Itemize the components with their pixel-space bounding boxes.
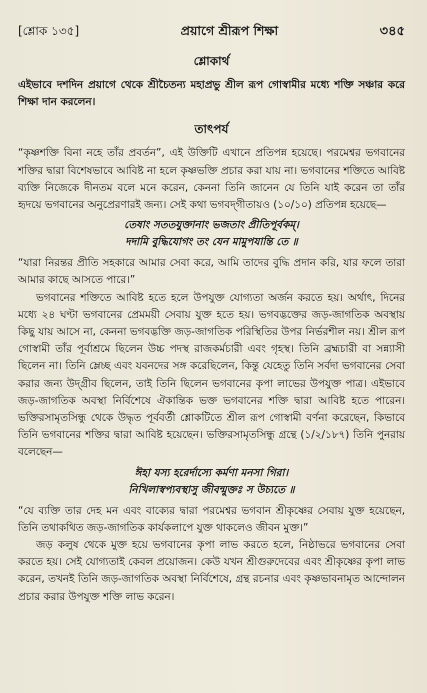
chapter-title: প্রয়াগে শ্রীরূপ শিক্ষা bbox=[180, 23, 279, 38]
brs-translation: “যে ব্যক্তি তার দেহ মন এবং বাক্যের দ্বারা পরমেশ্বর ভগবান শ্রীকৃষ্ণের সেবায় যুক্ত হয়েছেন, তিনি তথাকথিত জড়-জাগতিক কার্যকলাপে যুক্ত থাকলেও জীবন মুক্ত।” bbox=[18, 504, 405, 534]
gita-verse bbox=[18, 217, 405, 251]
purport-heading: তাৎপর্য bbox=[194, 122, 229, 137]
brs-verse-line-2: নিখিলাস্বপ্যবস্থাসু জীবন্মুক্তঃ স উচ্যতে ॥ bbox=[128, 483, 295, 496]
gita-verse-line-2: দদামি বুদ্ধিযোগং তং যেন মামুপযান্তি তে ॥ bbox=[125, 236, 298, 249]
translation-text: এইভাবে দশদিন প্রয়াগে থেকে শ্রীচৈতন্য মহাপ্রভু শ্রীল রূপ গোস্বামীর মধ্যে শক্তি সঞ্চার করে শিক্ষা দান করলেন। bbox=[18, 79, 405, 109]
gita-verse-line-1: তেষাং সততযুক্তানাং ভজতাং প্রীতিপূর্বকম্‌। bbox=[124, 219, 299, 232]
purport-paragraph-2: ভগবানের শক্তিতে আবিষ্ট হতে হলে উপযুক্ত যোগ্যতা অর্জন করতে হয়। অর্থাৎ, দিনের মধ্যে ২৪ ঘণ্টা ভগবানের প্রেমময়ী সেবায় যুক্ত হতে হয়। ভগবদ্ভক্তের জড়-জাগতিক অবস্থায় কিছু যায় আসে না, কেননা ভগবদ্ভক্তি জড়-জাগতিক পরিস্থিতির উপর নির্ভরশীল নয়। শ্রীল রূপ গোস্বামী তাঁর পূর্বাশ্রমে ছিলেন উচ্চ পদস্থ রাজকর্মচারী এবং গৃহস্থ। তিনি ব্রহ্মচারী বা সন্ন্যাসী ছিলেন না। তিনি ম্লেচ্ছ এবং যবনদের সঙ্গ করেছিলেন, কিন্তু যেহেতু তিনি সর্বদা ভগবানের সেবা করার জন্য উদ্‌গ্রীব ছিলেন, তাই তিনি ছিলেন ভগবানের কৃপা লাভের উপযুক্ত পাত্র। এইভাবে জড়-জাগতিক অবস্থা নির্বিশেষে ঐকান্তিক ভক্ত ভগবানের শক্তি দ্বারা আবিষ্ট হতে পারেন। ভক্তিরসামৃতসিন্ধু থেকে উদ্ধৃত পূর্ববর্তী শ্লোকটিতে শ্রীল রূপ গোস্বামী বর্ণনা করেছেন, কিভাবে তিনি ভগবানের শক্তির দ্বারা আবিষ্ট হয়েছেন। ভক্তিরসামৃতসিন্ধু গ্রন্থে (১/২/১৮৭) তিনি পুনরায় বলেছেন— bbox=[18, 291, 405, 459]
verse-range: [শ্লোক ১৩৫] bbox=[18, 24, 80, 38]
translation-heading: শ্লোকার্থ bbox=[193, 54, 230, 68]
brs-verse bbox=[18, 465, 405, 499]
gita-translation: “যারা নিরন্তর প্রীতি সহকারে আমার সেবা করে, আমি তাদের বুদ্ধি প্রদান করি, যার ফলে তারা আমার কাছে আসতে পারে।” bbox=[18, 257, 405, 287]
purport-paragraph-3: জড় কলুষ থেকে মুক্ত হয়ে ভগবানের কৃপা লাভ করতে হলে, নিষ্ঠাভরে ভগবানের সেবা করতে হয়। সেই যোগ্যতাই কেবল প্রয়োজন। কেউ যখন শ্রীগুরুদেবের এবং শ্রীকৃষ্ণের কৃপা লাভ করেন, তখনই তিনি জড়-জাগতিক অবস্থা নির্বিশেষে, গ্রন্থ রচনার এবং কৃষ্ণভাবনামৃত আন্দোলন প্রচার করার উপযুক্ত শক্তি লাভ করেন। bbox=[18, 539, 405, 603]
page-number: ৩৪৫ bbox=[379, 24, 405, 39]
page-header bbox=[18, 22, 405, 43]
purport-paragraph-1: “কৃষ্ণশক্তি বিনা নহে তাঁর প্রবর্তন”, এই উক্তিটি এখানে প্রতিপন্ন হয়েছে। পরমেশ্বর ভগবানের শক্তির দ্বারা বিশেষভাবে আবিষ্ট না হলে কৃষ্ণভক্তি প্রচার করা যায় না। ভগবানের শক্তিতে আবিষ্ট ব্যক্তি নিজেকে দীনতম বলে মনে করেন, কেননা তিনি জানেন যে তিনি যাই করেন তা তাঁর হৃদয়ে ভগবানের অনুপ্রেরণারই জন্য। সেই কথা ভগবদ্‌গীতায়ও (১০/১০) প্রতিপন্ন হয়েছে— bbox=[18, 147, 405, 212]
brs-verse-line-1: ঈহা যস্য হরের্দাস্যে কর্মণা মনসা গিরা। bbox=[134, 466, 289, 479]
